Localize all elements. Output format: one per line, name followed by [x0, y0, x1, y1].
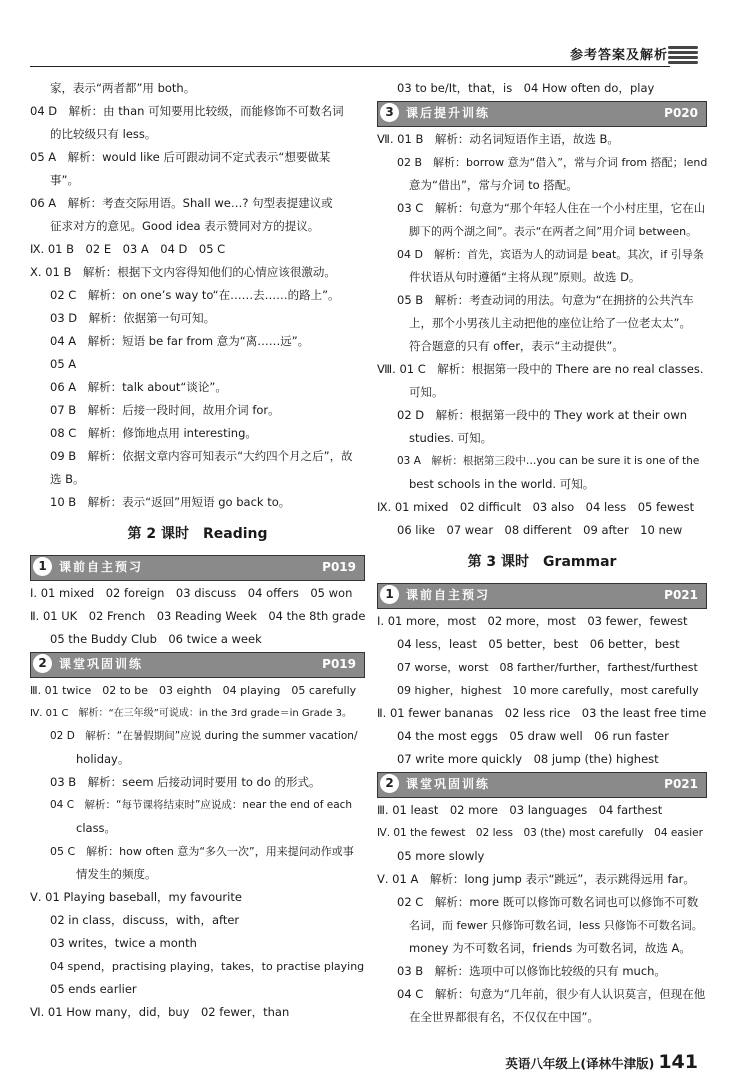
answer-line: 04 C 解析：句意为“几年前，很少有人认识莫言，但现在他	[397, 987, 706, 1001]
page-header	[0, 0, 750, 76]
page-footer	[505, 1050, 698, 1076]
answer-line: Ⅲ. 01 least 02 more 03 languages 04 farthest	[377, 803, 663, 817]
answer-line: 04 spend，practising playing，takes，to practise playing	[50, 960, 365, 973]
answer-line: Ⅳ. 01 the fewest 02 less 03 (the) most carefully 04 easier	[377, 827, 703, 839]
answer-line: 10 B 解析：表示“返回”用短语 go back to。	[50, 495, 291, 509]
answer-line: 05 A	[50, 357, 77, 371]
page-number: 141	[658, 1051, 698, 1073]
answer-line: 04 C 解析：“每节课将结束时”应说成：near the end of each	[50, 799, 353, 811]
answer-line: 家，表示“两者都”用 both。	[50, 81, 196, 95]
answer-line: 意为“借出”，常与介词 to 搭配。	[409, 178, 578, 192]
answer-line: best schools in the world. 可知。	[409, 477, 595, 491]
answer-line: 06 like 07 wear 08 different 09 after 10 new	[397, 523, 683, 537]
answer-line: 04 D 解析：首先，宾语为人的动词是 beat。其次，if 引导条	[397, 248, 704, 261]
answer-line: 03 writes，twice a month	[50, 936, 197, 950]
answer-line: 02 B 解析：borrow 意为“借入”，常与介词 from 搭配；lend	[397, 156, 708, 169]
answer-line: money 为不可数名词，friends 为可数名词，故选 A。	[409, 941, 691, 955]
answer-line: Ⅶ. 01 B 解析：动名词短语作主语，故选 B。	[377, 132, 619, 146]
answer-line: 可知。	[409, 385, 444, 399]
answer-line: 05 ends earlier	[50, 982, 137, 996]
section-title: 课后提升训练	[406, 106, 491, 120]
section-title: 课前自主预习	[406, 588, 491, 602]
section-number-badge: 2	[380, 774, 399, 793]
answer-line: 05 C 解析：how often 意为“多久一次”，用来提问动作或事	[50, 845, 354, 858]
section-title: 课堂巩固训练	[59, 657, 144, 671]
answer-line: 08 C 解析：修饰地点用 interesting。	[50, 426, 257, 440]
answer-line: 的比较级只有 less。	[50, 127, 157, 141]
answer-line: 04 less，least 05 better，best 06 better，best	[397, 637, 680, 651]
answer-line: 09 higher，highest 10 more carefully，most carefully	[397, 684, 699, 697]
section-page-ref: P020	[664, 106, 698, 120]
answer-line: 09 B 解析：依据文章内容可知表示“大约四个月之后”，故	[50, 449, 353, 463]
section-number-badge: 1	[380, 585, 399, 604]
answer-line: 征求对方的意见。Good idea 表示赞同对方的提议。	[50, 219, 320, 233]
header-rule	[30, 66, 670, 67]
answer-line: Ⅳ. 01 C 解析：“在三年级”可说成：in the 3rd grade＝in Grade 3。	[30, 708, 352, 719]
answer-line: 04 D 解析：由 than 可知要用比较级，而能修饰不可数名词	[30, 104, 344, 118]
section-number-badge: 3	[380, 103, 399, 122]
answer-line: class。	[76, 821, 117, 835]
header-title: 参考答案及解析	[569, 48, 668, 63]
answer-line: 04 the most eggs 05 draw well 06 run faster	[397, 729, 669, 743]
answer-line: 脚下的两个湖之间”。表示“在两者之间”用介词 between。	[409, 225, 698, 238]
answer-line: 03 D 解析：依据第一句可知。	[50, 311, 216, 325]
answer-line: 02 D 解析：“在暑假期间”应说 during the summer vacation/	[50, 730, 358, 742]
answer-line: Ⅴ. 01 Playing baseball，my favourite	[30, 890, 242, 904]
answer-line: Ⅰ. 01 mixed 02 foreign 03 discuss 04 offers 05 won	[30, 586, 353, 600]
answer-line: Ⅷ. 01 C 解析：根据第一段中的 There are no real classes.	[377, 362, 704, 376]
section-number-badge: 2	[33, 654, 52, 673]
answer-line: 02 in class，discuss，with，after	[50, 913, 240, 927]
answer-line: 05 B 解析：考查动词的用法。句意为“在拥挤的公共汽车	[397, 293, 694, 307]
answer-line: Ⅰ. 01 more，most 02 more，most 03 fewer，fewest	[377, 614, 688, 628]
answer-line: 07 B 解析：后接一段时间，故用介词 for。	[50, 403, 280, 417]
answer-line: 05 the Buddy Club 06 twice a week	[50, 632, 262, 646]
section-page-ref: P021	[664, 588, 698, 602]
books-stack-icon	[668, 46, 698, 68]
answer-line: Ⅲ. 01 twice 02 to be 03 eighth 04 playing 05 carefully	[30, 684, 357, 697]
section-bar	[377, 772, 707, 798]
answer-line: 05 more slowly	[397, 849, 485, 863]
section-page-ref: P021	[664, 777, 698, 791]
answer-line: Ⅸ. 01 mixed 02 difficult 03 also 04 less 05 fewest	[377, 500, 695, 514]
answer-line: 符合题意的只有 offer，表示“主动提供”。	[409, 339, 624, 353]
answer-line: 情发生的频度。	[76, 867, 157, 881]
answer-line: 在全世界都很有名，不仅仅在中国”。	[409, 1010, 599, 1024]
section-bar	[377, 101, 707, 127]
answer-line: Ⅱ. 01 fewer bananas 02 less rice 03 the least free time	[377, 706, 707, 720]
answer-line: holiday。	[76, 752, 130, 766]
answer-line: 选 B。	[50, 472, 85, 486]
lesson-heading: 第 3 课时 Grammar	[467, 554, 617, 570]
answer-line: 上，那个小男孩儿主动把他的座位让给了一位老太太”。	[409, 316, 691, 330]
answer-line: Ⅱ. 01 UK 02 French 03 Reading Week 04 the 8th grade	[30, 609, 366, 623]
answer-line: 02 C 解析：more 既可以修饰可数名词也可以修饰不可数	[397, 895, 699, 909]
answer-line: 07 worse，worst 08 farther/further，farthest/furthest	[397, 661, 698, 674]
answer-line: 03 B 解析：选项中可以修饰比较级的只有 much。	[397, 964, 666, 978]
answer-line: 02 D 解析：根据第一段中的 They work at their own	[397, 408, 688, 422]
answer-line: Ⅴ. 01 A 解析：long jump 表示“跳远”，表示跳得远用 far。	[377, 872, 695, 886]
answer-line: 事”。	[50, 173, 79, 187]
right-column	[377, 77, 707, 1029]
section-bar	[30, 652, 365, 678]
answer-line: 07 write more quickly 08 jump (the) highest	[397, 752, 659, 766]
left-column	[30, 77, 365, 1024]
answer-line: 06 A 解析：talk about“谈论”。	[50, 380, 227, 394]
answer-line: studies. 可知。	[409, 431, 493, 445]
answer-line: Ⅵ. 01 How many，did，buy 02 fewer，than	[30, 1005, 290, 1019]
section-page-ref: P019	[322, 560, 356, 574]
lesson-heading: 第 2 课时 Reading	[127, 526, 268, 542]
section-number-badge: 1	[33, 557, 52, 576]
section-bar	[30, 555, 365, 581]
section-title: 课前自主预习	[59, 560, 144, 574]
answer-line: 04 A 解析：短语 be far from 意为“离……远”。	[50, 334, 310, 348]
answer-line: Ⅸ. 01 B 02 E 03 A 04 D 05 C	[30, 242, 226, 256]
book-title: 英语八年级上(译林牛津版)	[505, 1056, 655, 1071]
answer-line: 件状语从句时遵循“主将从现”原则。故选 D。	[409, 270, 641, 284]
answer-line: 03 to be/It，that，is 04 How often do，play	[397, 81, 655, 95]
section-page-ref: P019	[322, 657, 356, 671]
answer-line: 名词，而 fewer 只修饰可数名词，less 只修饰不可数名词。	[409, 919, 703, 932]
section-bar	[377, 583, 707, 609]
answer-line: 03 B 解析：seem 后接动词时要用 to do 的形式。	[50, 775, 321, 789]
answer-line: 03 A 解析：根据第三段中…you can be sure it is one of the	[397, 455, 700, 467]
answer-line: 06 A 解析：考查交际用语。Shall we…? 句型表提建议或	[30, 196, 333, 210]
section-title: 课堂巩固训练	[406, 777, 491, 791]
answer-line: 05 A 解析：would like 后可跟动词不定式表示“想要做某	[30, 150, 331, 164]
answer-line: 03 C 解析：句意为“那个年轻人住在一个小村庄里，它在山	[397, 201, 706, 215]
answer-line: Ⅹ. 01 B 解析：根据下文内容得知他们的心情应该很激动。	[30, 265, 336, 279]
answer-line: 02 C 解析：on one’s way to“在……去……的路上”。	[50, 288, 340, 302]
